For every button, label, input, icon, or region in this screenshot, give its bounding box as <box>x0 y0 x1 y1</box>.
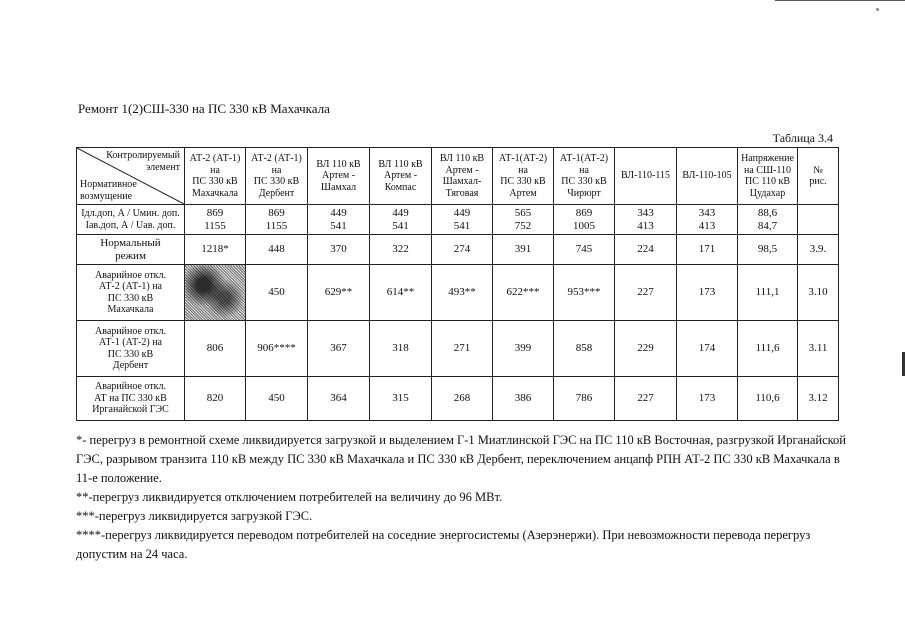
limit-cell: 449 541 <box>432 205 493 235</box>
table-cell: 806 <box>185 321 246 377</box>
table-cell: 391 <box>493 235 554 265</box>
table-cell: 3.10 <box>798 265 839 321</box>
table-cell: 1218* <box>185 235 246 265</box>
table-cell: 364 <box>308 377 370 421</box>
footnote-1: *- перегруз в ремонтной схеме ликвидируется загрузкой и выделением Г-1 Миатлинской ГЭС на ПС 110 кВ Восточная, разгрузкой Ирганайской ГЭС, разрывом транзита 110 кВ между ПС 330 кВ Махачкала и ПС 330 кВ Дербент, переключением анцапф РПН АТ-2 ПС 330 кВ Махачкала в 11-е положение. <box>76 433 846 485</box>
footnote-2: **-перегруз ликвидируется отключением потребителей на величину до 96 МВт. <box>76 490 503 504</box>
limits-label: Iдл.доп, А / Uмин. доп. Iав.доп, А / Uав. доп. <box>77 205 185 235</box>
table-cell: 227 <box>615 377 677 421</box>
col-header-vl-artem-shamkhal: ВЛ 110 кВ Артем - Шамхал <box>308 148 370 205</box>
table-cell: 370 <box>308 235 370 265</box>
table-cell: 110,6 <box>738 377 798 421</box>
footnote-3: ***-перегруз ликвидируется загрузкой ГЭС. <box>76 509 313 523</box>
table-cell: 271 <box>432 321 493 377</box>
table-cell: 622*** <box>493 265 554 321</box>
table-cell: 450 <box>246 265 308 321</box>
table-cell: 953*** <box>554 265 615 321</box>
limit-cell: 565 752 <box>493 205 554 235</box>
table-cell: 274 <box>432 235 493 265</box>
limits-row <box>77 205 839 235</box>
col-header-at2-derbent: АТ-2 (АТ-1) на ПС 330 кВ Дербент <box>246 148 308 205</box>
table-row <box>77 377 839 421</box>
table-cell: 171 <box>677 235 738 265</box>
corner-top-label: Контролируемый элемент <box>106 150 180 173</box>
limit-cell: 343 413 <box>615 205 677 235</box>
table-row <box>77 321 839 377</box>
table-cell: 820 <box>185 377 246 421</box>
table-cell: 322 <box>370 235 432 265</box>
table-cell: 3.11 <box>798 321 839 377</box>
scan-dot <box>876 8 879 11</box>
col-header-at1-artem: АТ-1(АТ-2) на ПС 330 кВ Артем <box>493 148 554 205</box>
table-cell: 111,1 <box>738 265 798 321</box>
table-cell: 629** <box>308 265 370 321</box>
limit-cell: 449 541 <box>308 205 370 235</box>
table-cell: 367 <box>308 321 370 377</box>
table-cell: 3.12 <box>798 377 839 421</box>
table-cell: 745 <box>554 235 615 265</box>
table-cell: 315 <box>370 377 432 421</box>
table-cell: 268 <box>432 377 493 421</box>
limit-cell: 88,6 84,7 <box>738 205 798 235</box>
table-cell: 227 <box>615 265 677 321</box>
footnotes <box>76 431 846 564</box>
corner-cell <box>77 148 185 205</box>
table-cell: 614** <box>370 265 432 321</box>
table-cell: 173 <box>677 377 738 421</box>
table-cell: 224 <box>615 235 677 265</box>
row-label-outage-makhachkala: Аварийное откл. АТ-2 (АТ-1) на ПС 330 кВ Махачкала <box>77 265 185 321</box>
table-row <box>77 265 839 321</box>
limit-cell: 449 541 <box>370 205 432 235</box>
table-cell: 386 <box>493 377 554 421</box>
col-header-figure-number: № рис. <box>798 148 839 205</box>
row-label-outage-derbent: Аварийное откл. АТ-1 (АТ-2) на ПС 330 кВ Дербент <box>77 321 185 377</box>
table-cell: 98,5 <box>738 235 798 265</box>
table-cell: 786 <box>554 377 615 421</box>
scan-noise-cell <box>185 265 246 321</box>
table-cell: 450 <box>246 377 308 421</box>
table-cell: 906**** <box>246 321 308 377</box>
document-title: Ремонт 1(2)СШ-330 на ПС 330 кВ Махачкала <box>78 101 330 116</box>
table-cell: 3.9. <box>798 235 839 265</box>
table-cell: 858 <box>554 321 615 377</box>
col-header-vl-artem-shamkhal-tyagovaya: ВЛ 110 кВ Артем - Шамхал- Тяговая <box>432 148 493 205</box>
col-header-at1-chiryurt: АТ-1(АТ-2) на ПС 330 кВ Чирюрт <box>554 148 615 205</box>
table-cell: 173 <box>677 265 738 321</box>
table-cell: 111,6 <box>738 321 798 377</box>
data-table <box>76 147 839 421</box>
col-header-vl-110-105: ВЛ-110-105 <box>677 148 738 205</box>
table-cell: 318 <box>370 321 432 377</box>
col-header-at2-makhachkala: АТ-2 (АТ-1) на ПС 330 кВ Махачкала <box>185 148 246 205</box>
col-header-vl-110-115: ВЛ-110-115 <box>615 148 677 205</box>
limit-cell: 869 1005 <box>554 205 615 235</box>
table-number: Таблица 3.4 <box>772 131 833 145</box>
corner-bottom-label: Нормативное возмущение <box>80 179 137 202</box>
row-label-outage-irganai: Аварийное откл. АТ на ПС 330 кВ Ирганайской ГЭС <box>77 377 185 421</box>
limit-cell: 869 1155 <box>185 205 246 235</box>
footnote-4: ****-перегруз ликвидируется переводом потребителей на соседние энергосистемы (Азерэнержи). При невозможности перевода перегруз допустим на 24 часа. <box>76 528 811 561</box>
header-row <box>77 148 839 205</box>
table-cell: 174 <box>677 321 738 377</box>
table-cell: 448 <box>246 235 308 265</box>
col-header-vl-artem-kompas: ВЛ 110 кВ Артем - Компас <box>370 148 432 205</box>
limit-cell: 343 413 <box>677 205 738 235</box>
table-row <box>77 235 839 265</box>
table-cell: 399 <box>493 321 554 377</box>
limit-cell-empty <box>798 205 839 235</box>
table-cell: 493** <box>432 265 493 321</box>
row-label-normal: Нормальный режим <box>77 235 185 265</box>
top-rule <box>775 0 905 1</box>
table-cell: 229 <box>615 321 677 377</box>
limit-cell: 869 1155 <box>246 205 308 235</box>
col-header-voltage-tsudakhar: Напряжение на СШ-110 ПС 110 кВ Цудахар <box>738 148 798 205</box>
